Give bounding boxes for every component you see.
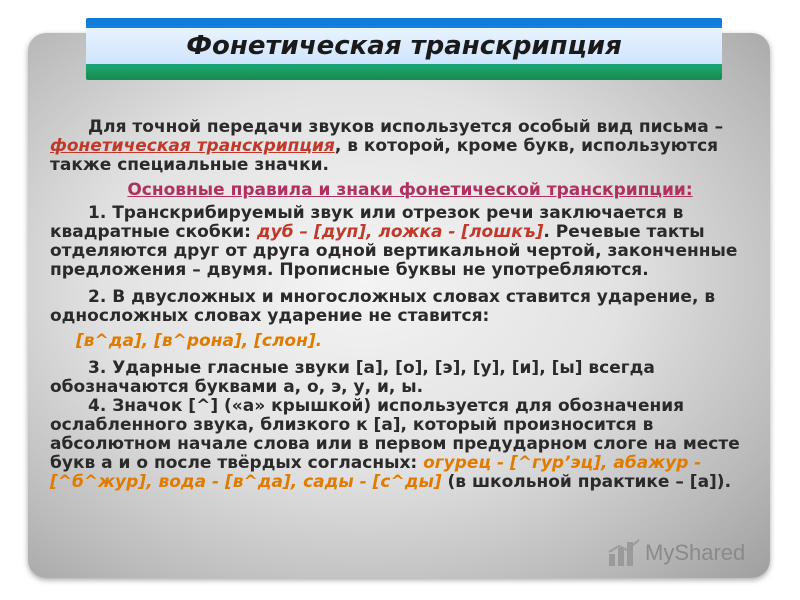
rule-2: 2. В двусложных и многосложных словах ставится ударение, в односложных словах ударение не ставится: xyxy=(50,287,716,326)
intro-text-before: Для точной передачи звуков используется особый вид письма – xyxy=(88,117,724,137)
rule-1-text: 1. Транскрибируемый звук или отрезок речи заключается в квадратные скобки: xyxy=(50,203,684,242)
rule-3: 3. Ударные гласные звуки [а], [о], [э], [у], [и], [ы] всегда обозначаются буквами а, о, э, у, и, ы. xyxy=(50,358,655,397)
rule-2-examples: [в^да], [в^рона], [слон]. xyxy=(76,331,323,351)
slide-title: Фонетическая транскрипция xyxy=(186,31,622,61)
rule-1-text-after: . Речевые такты отделяются друг от друга одной вертикальной чертой, законченные предложения – двумя. Прописные буквы не употребляются. xyxy=(50,222,738,280)
intro-term: фонетическая транскрипция xyxy=(50,136,335,156)
rule-4-text: 4. Значок [^] («а» крышкой) используется для обозначения ослабленного звука, близкого к [а], который произносится в абсолютном начале слова или в первом предударном слоге на месте букв а и о после твёрдых согласных: xyxy=(50,396,740,473)
rules-heading: Основные правила и знаки фонетической транскрипции: xyxy=(127,180,693,200)
intro-text-after: , в которой, кроме букв, используются также специальные значки. xyxy=(50,136,719,175)
logo-text: MyShared xyxy=(645,540,746,565)
rule-4-examples: огурец - [^гур’эц], абажур - [^б^жур], вода - [в^да], сады - [с^ды] xyxy=(50,453,702,492)
rule-1-example: дуб – [дуп], ложка - [лошкъ] xyxy=(256,222,544,242)
rule-4-text-after: (в школьной практике – [а]). xyxy=(441,472,732,492)
intro-paragraph xyxy=(50,118,770,175)
title-banner xyxy=(86,18,722,80)
slide-content xyxy=(50,118,770,492)
myshared-logo xyxy=(607,538,767,568)
rule-4 xyxy=(50,397,770,492)
rule-1 xyxy=(50,204,770,280)
logo-chart-icon xyxy=(607,538,641,568)
